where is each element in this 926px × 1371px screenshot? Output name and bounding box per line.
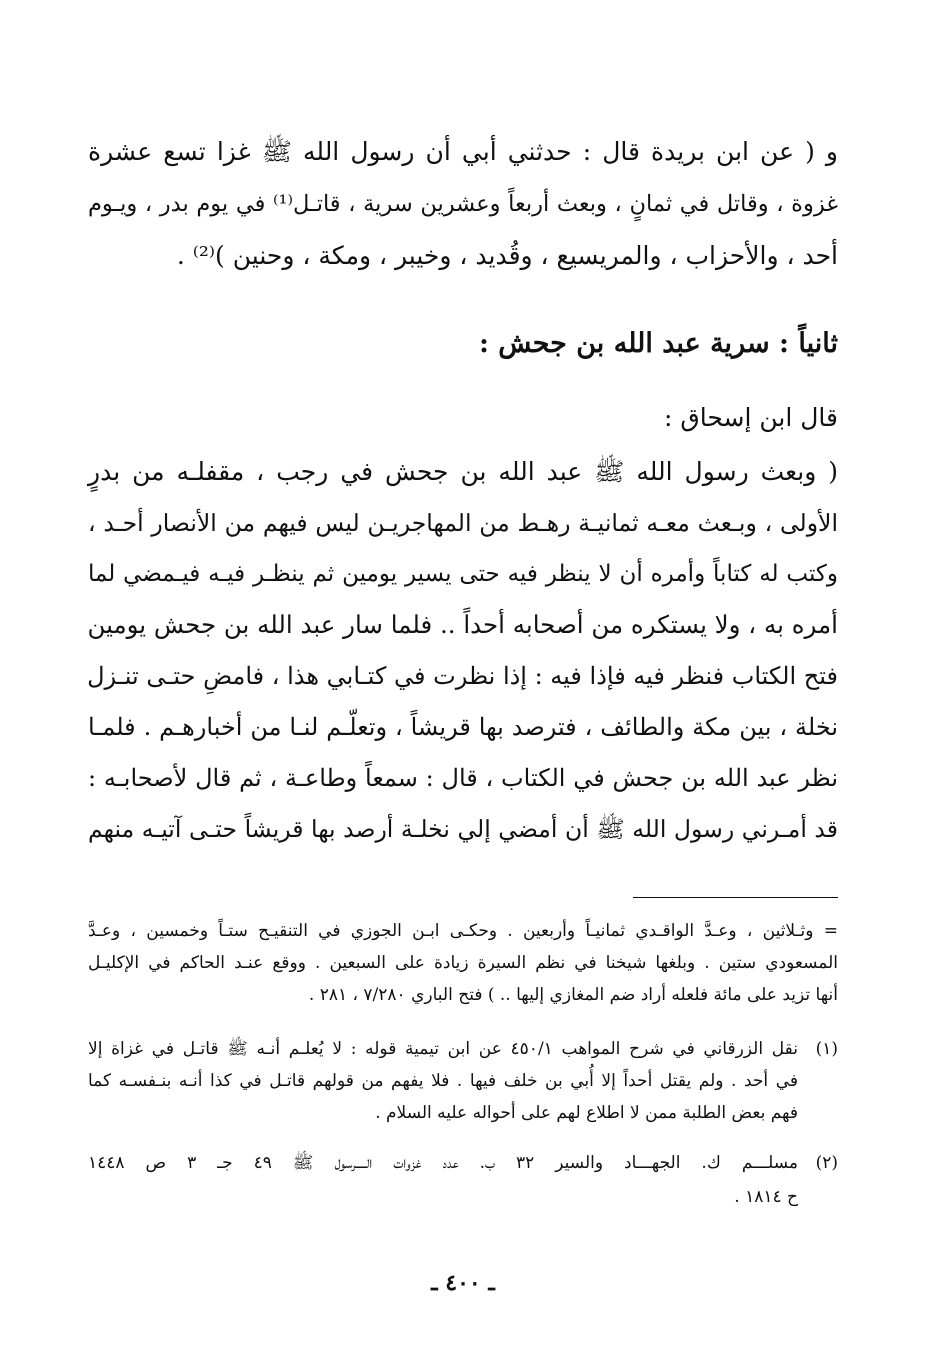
footnote-line: أنها تزيد على مائة فلعله أراد ضم المغازي إليها .. ) فتح الباري ٧/٢٨٠ ، ٢٨١ . — [308, 985, 838, 1005]
footnote-line: في أحد . ولم يقتل أحداً إلا أُبي بن خلف فيها . فلا يفهم من قولهم قاتـل في كذا أنـه بنـفسـه كما — [88, 1071, 798, 1091]
footnote-line: المسعودي ستين . وبلغها شيخنا في نظم السيرة زيادة على السبعين . ووقع عنـد الحاكم في الإكليـل — [88, 953, 838, 973]
body-line: غزوة ، وقاتل في ثمانٍ ، وبعث أربعاً وعشرين سرية ، قاتـل⁽¹⁾ في يوم بدر ، ويـوم — [88, 191, 839, 217]
body-line: الأولى ، وبـعث معـه ثمانيـة رهـط من المهاجريـن ليس فيهم من الأنصار أحـد ، — [88, 509, 838, 537]
body-line: أمره به ، ولا يستكره من أصحابه أحداً .. فلما سار عبد الله بن جحش يومين — [87, 610, 838, 639]
body-line: نخلة ، بين مكة والطائف ، فترصد بها قريشاً ، وتعلّـم لنـا من أخبارهـم . فلمـا — [88, 713, 838, 741]
footnote-line: فهم بعض الطلبة ممن لا اطلاع لهم على أحواله عليه السلام . — [375, 1103, 798, 1123]
body-line: قد أمـرني رسول الله ﷺ أن أمضي إلي نخلـة أرصد بها قريشاً حتـى آتيـه منهم — [88, 815, 838, 843]
body-line: ( وبعث رسول الله ﷺ عبد الله بن جحش في رجب ، مقفلـه من بدرٍ — [88, 457, 838, 486]
footnote-line: = وثـلاثين ، وعـدَّ الواقـدي ثمانيـاً وأربعين . وحكـى ابـن الجوزي في التنقيـح ستـاً وخمسين ، وعـدَّ — [88, 921, 838, 941]
footnote-1-marker: (١) — [815, 1039, 838, 1059]
body-line: فتح الكتاب فنظر فيه فإذا فيه : إذا نظرت في كتـابي هذا ، فامضِ حتـى تنـزل — [87, 662, 838, 690]
footnote-line: ح ١٨١٤ . — [734, 1187, 798, 1207]
footnote-2-marker: (٢) — [815, 1153, 838, 1173]
footnote-line: نقل الزرقاني في شرح المواهب ٤٥٠/١ عن ابن تيمية قوله : لا يُعلـم أنـه ﷺ قاتـل في غزاة إلا — [88, 1039, 798, 1059]
sub-heading: قال ابن إسحاق : — [664, 403, 838, 432]
body-line: أحد ، والأحزاب ، والمريسيع ، وقُديد ، وخيبر ، ومكة ، وحنين )⁽²⁾ . — [176, 241, 838, 270]
body-line: وكتب له كتاباً وأمره أن لا ينظر فيه حتى يسير يومين ثم ينظـر فيـه فيـمضي لما — [88, 561, 838, 587]
page-number: ـ ٤٠٠ ـ — [431, 1270, 495, 1296]
section-heading: ثانياً : سرية عبد الله بن جحش : — [478, 328, 838, 359]
body-line: و ( عن ابن بريدة قال : حدثني أبي أن رسول الله ﷺ غزا تسع عشرة — [88, 137, 838, 166]
footnote-line: مسلـــم ك. الجهـــاد والسير ٣٢ ب. عدد غزوات الـــــرسول ﷺ ٤٩ جـ ٣ ص ١٤٤٨ — [88, 1153, 798, 1173]
body-line: نظر عبد الله بن جحش في الكتاب ، قال : سمعاً وطاعـة ، ثم قال لأصحابـه : — [88, 764, 838, 792]
footnote-separator — [633, 897, 838, 898]
